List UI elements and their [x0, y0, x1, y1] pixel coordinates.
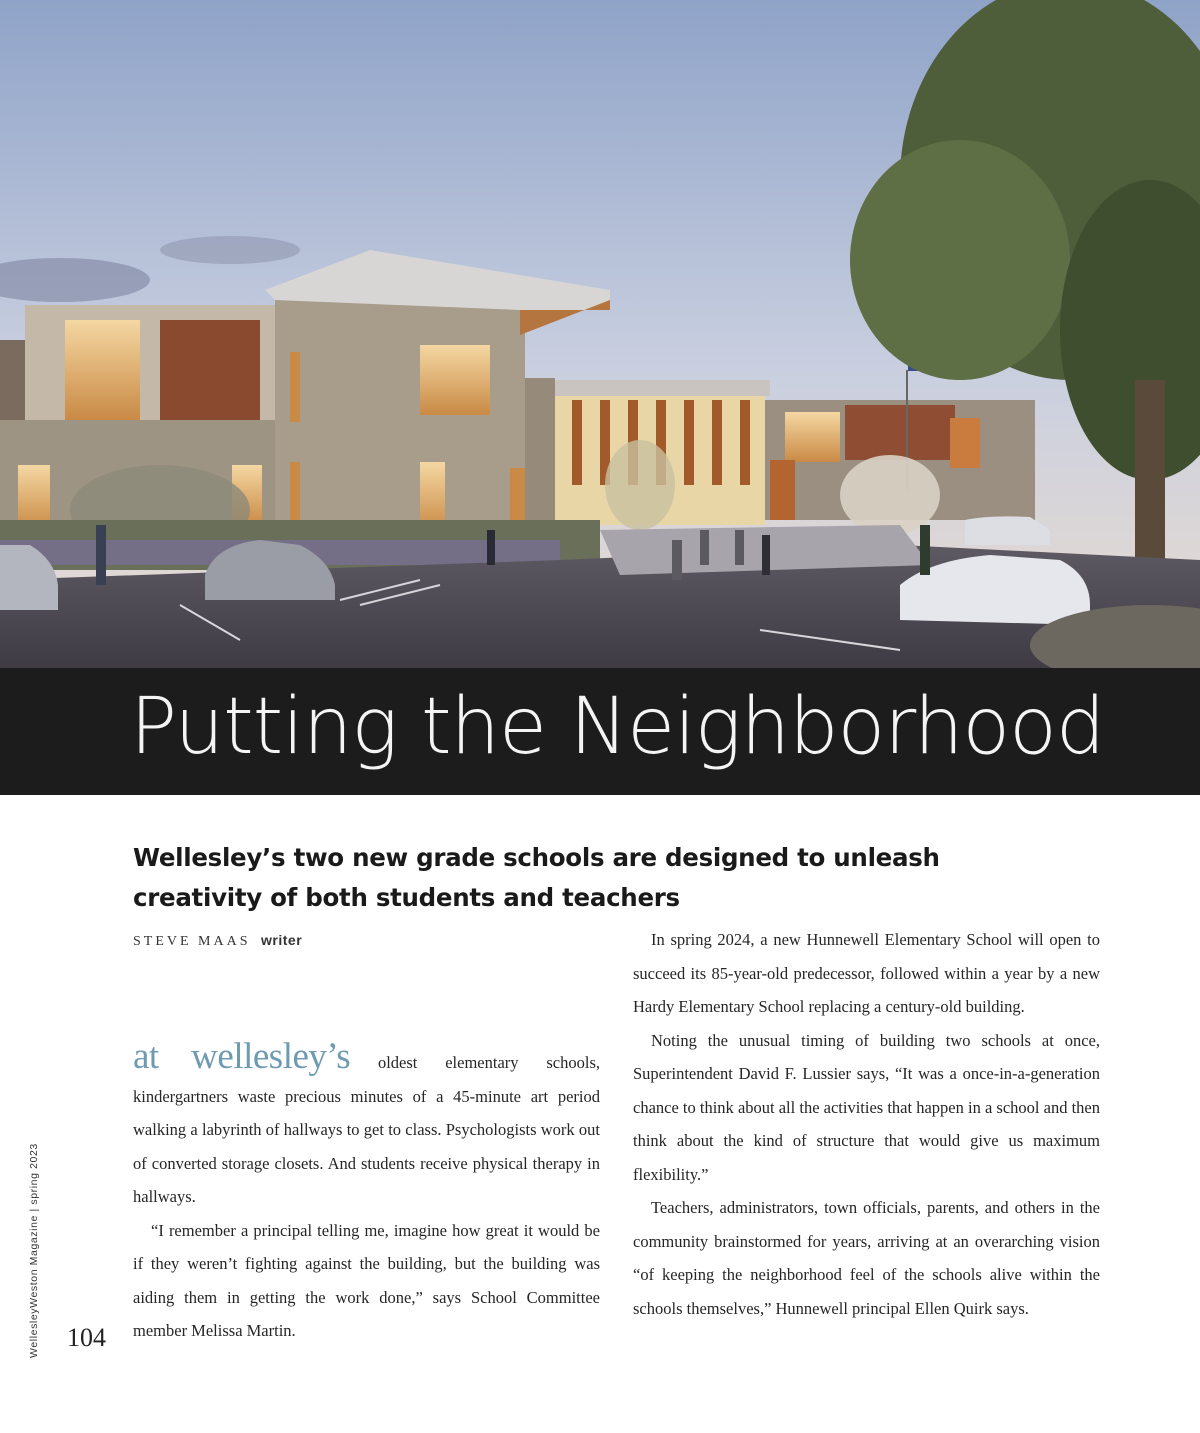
right-paragraph-2: Noting the unusual timing of building two schools at once, Superintendent David F. Lussier says, “It was a once-in-a-generation chance to think about all the activities that happen in a school and then think about the kind of structure that would give us maximum flexibility.”	[633, 1030, 1100, 1184]
left-column	[133, 1036, 600, 1348]
page-number: 104	[67, 1323, 106, 1352]
lead-in: at wellesley’s	[133, 1036, 351, 1077]
byline	[133, 932, 302, 950]
left-paragraph-1	[133, 1036, 600, 1214]
article-subhead: Wellesley’s two new grade schools are designed to unleash creativity of both students and teachers	[133, 843, 940, 912]
right-paragraph-1: In spring 2024, a new Hunnewell Elementary School will open to succeed its 85-year-old predecessor, followed within a year by a new Hardy Elementary School replacing a century-old building.	[633, 930, 1100, 1016]
article-title: Putting the Neighborhood	[130, 682, 1105, 772]
author-name: STEVE MAAS	[133, 934, 251, 949]
left-paragraph-2: “I remember a principal telling me, imagine how great it would be if they weren’t fighting against the building, but the building was aiding them in getting the work done,” says School Committee member Melissa Martin.	[133, 1220, 600, 1340]
right-paragraph-3: Teachers, administrators, town officials, parents, and others in the community brainstormed for years, arriving at an overarching vision “of keeping the neighborhood feel of the schools alive within the schools themselves,” Hunnewell principal Ellen Quirk says.	[633, 1198, 1100, 1318]
right-column	[633, 923, 1100, 1325]
magazine-footer-label: WellesleyWeston Magazine | spring 2023	[28, 1143, 40, 1358]
author-role: writer	[261, 932, 303, 948]
left-paragraph-1-text: oldest elementary schools, kindergartners waste precious minutes of a 45-minute art period walking a labyrinth of hallways to get to class. Psychologists work out of converted storage closets. And students receive physical therapy in hallways.	[133, 1053, 600, 1206]
hero-rendering-image	[0, 0, 1200, 668]
title-band	[0, 668, 1200, 795]
